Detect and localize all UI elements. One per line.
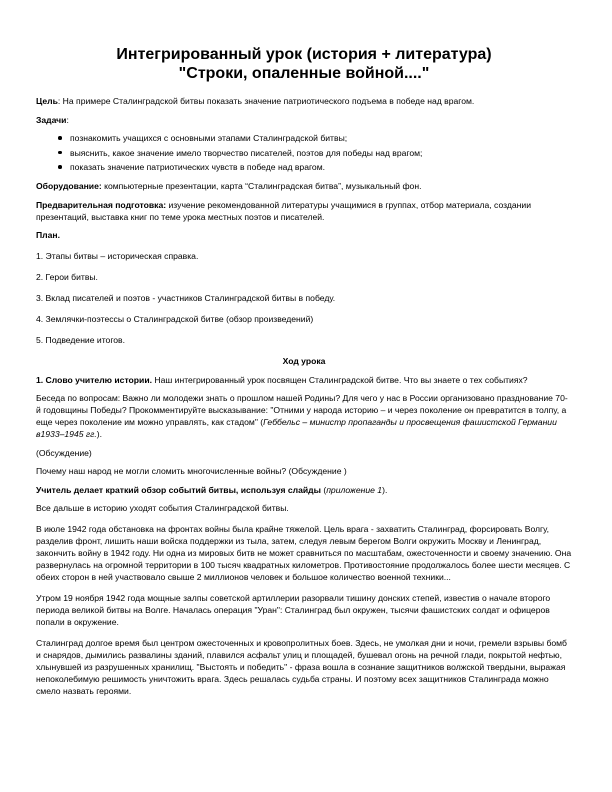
title-line-2: "Строки, опаленные войной...." [178, 65, 430, 82]
task-item: познакомить учащихся с основными этапами Сталинградской битвы; [36, 132, 572, 144]
teacher-paren-close: ). [382, 484, 388, 495]
teacher-paragraph [36, 484, 572, 496]
prep-paragraph [36, 199, 572, 223]
stalingrad-center-paragraph: Сталинград долгое время был центром ожесточенных и кровопролитных боев. Здесь, не умолкая дни и ночи, гремели взрывы бомб и снарядов, дымились развалины зданий, плавился асфальт улиц и площадей, бушевал огонь на речной глади, покрытой нефтью, хлынувшей из разрушенных хранилищ. "Выстоять и победить" - фраза вошла в сознание защитников волжской твердыни, выражая непоколебимую решимость уничтожить врага. Здесь решалась судьба страны. И поэтому всех защитников Сталинграда можно смело назвать героями. [36, 638, 567, 696]
goal-label: Цель [36, 96, 58, 106]
november-1942-paragraph: Утром 19 ноября 1942 года мощные залпы советской артиллерии разорвали тишину донских степей, известив о начале второго периода великой битвы на Волге. Началась операция "Уран": Сталинград был окружен, тысячи фашистских солдат и офицеров попали в окружение. [36, 593, 551, 627]
plan-item: 2. Герои битвы. [36, 272, 98, 282]
prep-text: изучение рекомендованной литературы учащимися в группах, отбор материала, создании презентаций, выставка книг по теме урока местных поэтов и писателей. [36, 199, 532, 222]
plan-heading: План. [36, 230, 60, 240]
conversation-end: ). [96, 429, 103, 439]
plan-item: 4. Землячки-поэтессы о Сталинградской битве (обзор произведений) [36, 314, 314, 324]
discussion-paragraph: (Обсуждение) [36, 447, 92, 458]
prep-label: Предварительная подготовка: [36, 199, 167, 210]
question-paragraph: Почему наш народ не могли сломить многочисленные войны? (Обсуждение ) [36, 466, 347, 476]
further-paragraph: Все дальше в историю уходят события Сталинградской битвы. [36, 503, 289, 513]
task-item: выяснить, какое значение имело творчество писателей, поэтов для победы над врагом; [36, 147, 572, 159]
section-1-label: 1. Слово учителю истории. [36, 374, 152, 385]
conversation-paragraph [36, 392, 572, 440]
section-1-text: Наш интегрированный урок посвящен Сталинградской битве. Что вы знаете о тех событиях? [152, 374, 528, 385]
section-1-paragraph [36, 374, 572, 386]
teacher-paren-open: ( [320, 484, 327, 495]
page-title [36, 45, 572, 83]
equipment-text: компьютерные презентации, карта “Сталинградская битва”, музыкальный фон. [101, 181, 422, 191]
teacher-label: Учитель делает краткий обзор событий битвы, используя слайды [36, 484, 321, 495]
appendix-reference: приложение 1 [326, 484, 383, 495]
goal-text: : На примере Сталинградской битвы показать значение патриотического подъема в победе над врагом. [57, 96, 475, 106]
title-line-1: Интегрированный урок (история + литература) [116, 46, 492, 63]
tasks-heading [36, 114, 572, 126]
equipment-label: Оборудование: [36, 181, 102, 191]
goebbels-attribution: Геббельс – министр пропаганды и просвещения фашистской Германии в1933–1945 гг. [36, 417, 557, 439]
plan-item: 1. Этапы битвы – историческая справка. [36, 251, 199, 261]
equipment-paragraph [36, 180, 572, 192]
plan-item: 3. Вклад писателей и поэтов - участников Сталинградской битвы в победу. [36, 293, 336, 303]
course-heading: Ход урока [282, 356, 326, 366]
task-item: показать значение патриотических чувств в победе над врагом. [36, 161, 572, 173]
goal-paragraph [36, 95, 572, 107]
plan-item: 5. Подведение итогов. [36, 335, 126, 345]
tasks-colon: : [66, 114, 69, 125]
tasks-label: Задачи [36, 114, 67, 125]
conversation-text: Беседа по вопросам: Важно ли молодежи знать о прошлом нашей Родины? Для чего у нас в России организовано празднование 70-й годовщины Победы? Прокомментируйте высказывание: "Отними у народа историю – и через поколение он превратится в толпу, а еще через поколение им можно управлять, как стадом" ( [36, 393, 568, 427]
tasks-list [36, 132, 572, 173]
july-1942-paragraph: В июле 1942 года обстановка на фронтах войны была крайне тяжелой. Цель врага - захватить Сталинград, форсировать Волгу, разделив фронт, лишить наши войска поддержки из тыла, затем, следуя левым берегом Волги окружить Москву и Ленинград, закончить войну в 1942 году. Ни одна из мировых битв не может сравниться по масштабам, ожесточенности и своему значению. Она развернулась на огромной территории в 100 тысяч квадратных километров. Противостояние продолжалось более шести месяцев. С обеих сторон в ней участвовало свыше 2 миллионов человек и большое количество военной техники... [36, 524, 572, 582]
